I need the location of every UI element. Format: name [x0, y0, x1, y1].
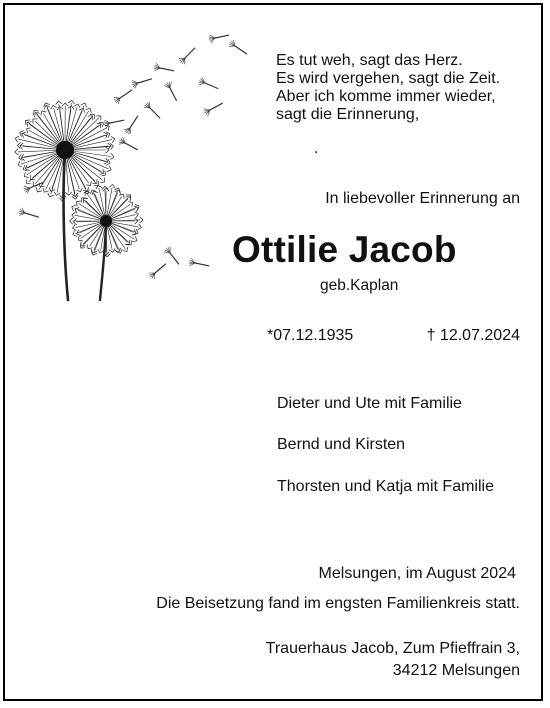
poem-line: Es tut weh, sagt das Herz.	[276, 52, 463, 69]
intro-text: In liebevoller Erinnerung an	[325, 190, 520, 207]
deceased-name: Ottilie Jacob	[232, 229, 457, 270]
funeral-note: Die Beisetzung fand im engsten Familienkreis statt.	[156, 595, 520, 612]
dandelion-large-icon	[15, 100, 115, 300]
floating-seeds-icon	[19, 35, 247, 279]
place-date: Melsungen, im August 2024	[318, 565, 516, 582]
poem-line: Es wird vergehen, sagt die Zeit.	[276, 70, 501, 87]
address-line-2: 34212 Melsungen	[392, 662, 520, 679]
maiden-name: geb.Kaplan	[320, 277, 399, 294]
dandelion-small-icon	[70, 185, 143, 300]
mourner-line: Bernd und Kirsten	[277, 436, 406, 453]
poem	[276, 52, 500, 124]
mourner-line: Dieter und Ute mit Familie	[277, 395, 462, 412]
birth-date: *07.12.1935	[267, 327, 354, 344]
poem-line: sagt die Erinnerung,	[276, 106, 420, 123]
poem-trailing-mark: .	[314, 140, 319, 157]
address-line-1: Trauerhaus Jacob, Zum Pfieffrain 3,	[265, 640, 520, 657]
dandelion-illustration	[10, 28, 250, 308]
poem-line: Aber ich komme immer wieder,	[276, 88, 496, 105]
mourner-line: Thorsten und Katja mit Familie	[277, 478, 494, 495]
death-date: † 12.07.2024	[426, 327, 520, 344]
